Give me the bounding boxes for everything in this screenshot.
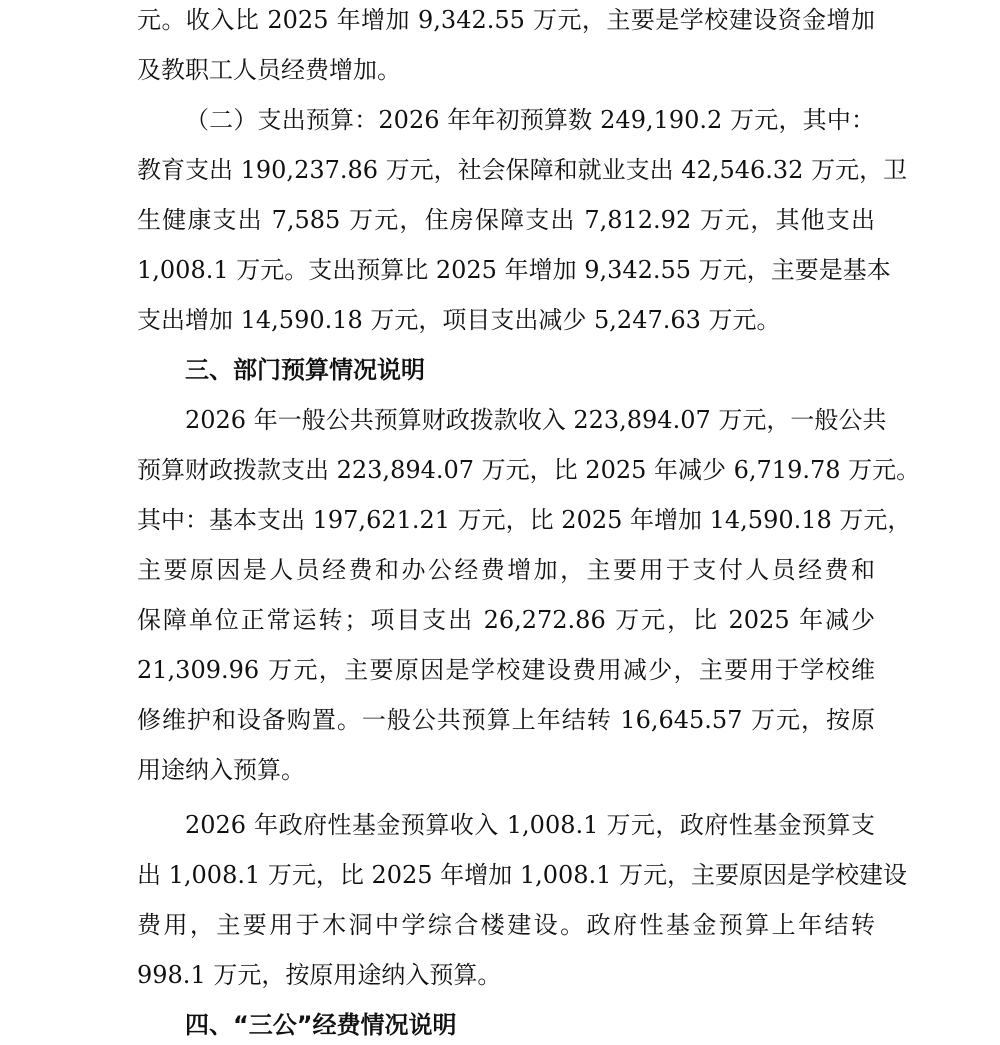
text-line: 21,309.96 万元，主要原因是学校建设费用减少，主要用于学校维: [137, 656, 875, 684]
text-line: 预算财政拨款支出 223,894.07 万元，比 2025 年减少 6,719.78 万元。: [137, 456, 921, 484]
text-line: 主要原因是人员经费和办公经费增加，主要用于支付人员经费和: [137, 556, 875, 584]
text-line: （二）支出预算：2026 年年初预算数 249,190.2 万元，其中：: [185, 106, 875, 134]
text-line: 1,008.1 万元。支出预算比 2025 年增加 9,342.55 万元，主要是基本: [137, 256, 891, 284]
text-line: 其中：基本支出 197,621.21 万元，比 2025 年增加 14,590.18 万元，: [137, 506, 912, 534]
text-line: 998.1 万元，按原用途纳入预算。: [137, 961, 502, 989]
text-line: 生健康支出 7,585 万元，住房保障支出 7,812.92 万元，其他支出: [137, 206, 875, 234]
text-line: 教育支出 190,237.86 万元，社会保障和就业支出 42,546.32 万元，卫: [137, 156, 908, 184]
text-line: 元。收入比 2025 年增加 9,342.55 万元，主要是学校建设资金增加: [137, 6, 875, 34]
text-line: 出 1,008.1 万元，比 2025 年增加 1,008.1 万元，主要原因是学校建设: [137, 861, 908, 889]
section-heading: 三、部门预算情况说明: [185, 356, 425, 384]
text-line: 2026 年一般公共预算财政拨款收入 223,894.07 万元，一般公共: [185, 406, 887, 434]
text-line: 及教职工人员经费增加。: [137, 56, 401, 84]
text-line: 2026 年政府性基金预算收入 1,008.1 万元，政府性基金预算支: [185, 811, 875, 839]
text-line: 用途纳入预算。: [137, 756, 305, 784]
section-heading: 四、“三公”经费情况说明: [185, 1011, 457, 1039]
text-line: 支出增加 14,590.18 万元，项目支出减少 5,247.63 万元。: [137, 306, 781, 334]
text-line: 保障单位正常运转；项目支出 26,272.86 万元，比 2025 年减少: [137, 606, 875, 634]
text-line: 费用，主要用于木洞中学综合楼建设。政府性基金预算上年结转: [137, 911, 875, 939]
text-line: 修维护和设备购置。一般公共预算上年结转 16,645.57 万元，按原: [137, 706, 875, 734]
